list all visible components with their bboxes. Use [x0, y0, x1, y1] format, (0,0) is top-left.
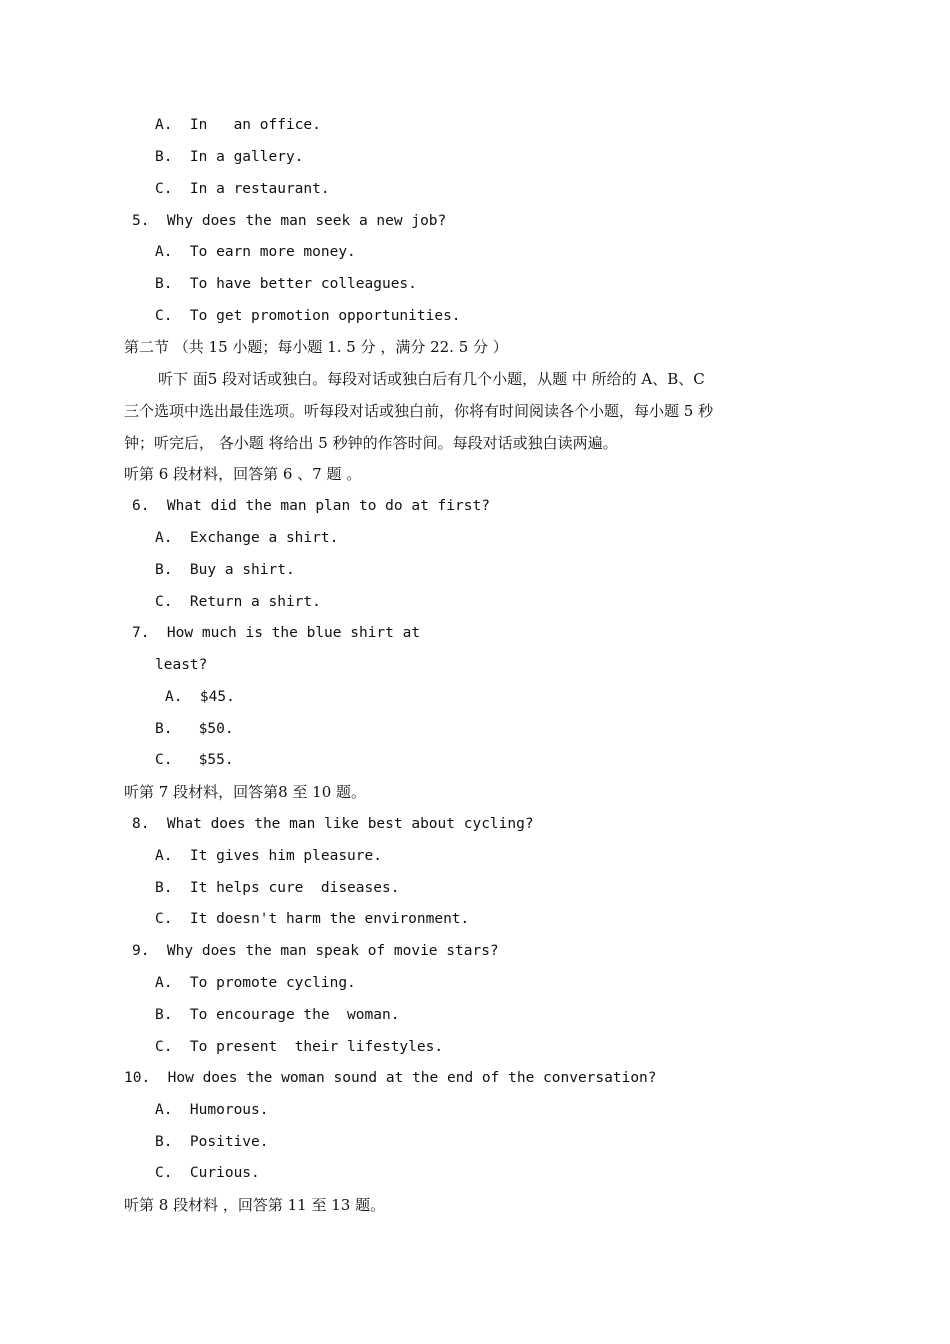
material-8-heading: 听第 8 段材料 ，回答第 11 至 13 题。: [124, 1196, 386, 1214]
instructions-line-3: 钟；听完后， 各小题 将给出 5 秒钟的作答时间。每段对话或独白读两遍。: [124, 434, 618, 452]
q8-option-b: B. It helps cure diseases.: [155, 880, 400, 896]
q7-option-c: C. $55.: [155, 752, 234, 768]
q5-question: 5. Why does the man seek a new job?: [132, 213, 447, 229]
q6-option-b: B. Buy a shirt.: [155, 562, 295, 578]
q6-option-a: A. Exchange a shirt.: [155, 530, 339, 546]
q5-option-c: C. To get promotion opportunities.: [155, 308, 461, 324]
q4-option-c: C. In a restaurant.: [155, 181, 330, 197]
q10-option-a: A. Humorous.: [155, 1102, 269, 1118]
q6-option-c: C. Return a shirt.: [155, 594, 321, 610]
q4-option-a: A. In an office.: [155, 117, 321, 133]
q8-option-c: C. It doesn't harm the environment.: [155, 911, 470, 927]
q7-option-b: B. $50.: [155, 721, 234, 737]
material-7-heading: 听第 7 段材料，回答第8 至 10 题。: [124, 783, 367, 801]
q9-question: 9. Why does the man speak of movie stars?: [132, 943, 499, 959]
q6-question: 6. What did the man plan to do at first?: [132, 498, 490, 514]
instructions-line-1: 听下 面5 段对话或独白。每段对话或独白后有几个小题，从题 中 所给的 A、B、C: [158, 370, 705, 388]
q10-question: 10. How does the woman sound at the end of the conversation?: [124, 1070, 657, 1086]
q10-option-c: C. Curious.: [155, 1165, 260, 1181]
q9-option-c: C. To present their lifestyles.: [155, 1039, 444, 1055]
q5-option-a: A. To earn more money.: [155, 244, 356, 260]
section-2-heading: 第二节 （共 15 小题；每小题 1. 5 分 ，满分 22. 5 分 ）: [124, 338, 508, 356]
instructions-line-2: 三个选项中选出最佳选项。听每段对话或独白前，你将有时间阅读各个小题，每小题 5 秒: [124, 402, 714, 420]
q7-question-line-2: least?: [155, 657, 208, 673]
q8-question: 8. What does the man like best about cycling?: [132, 816, 534, 832]
q10-option-b: B. Positive.: [155, 1134, 269, 1150]
q5-option-b: B. To have better colleagues.: [155, 276, 417, 292]
q8-option-a: A. It gives him pleasure.: [155, 848, 382, 864]
q7-option-a: A. $45.: [165, 689, 235, 705]
q9-option-a: A. To promote cycling.: [155, 975, 356, 991]
q4-option-b: B. In a gallery.: [155, 149, 304, 165]
q7-question-line-1: 7. How much is the blue shirt at: [132, 625, 421, 641]
q9-option-b: B. To encourage the woman.: [155, 1007, 400, 1023]
material-6-heading: 听第 6 段材料，回答第 6 、7 题 。: [124, 465, 362, 483]
